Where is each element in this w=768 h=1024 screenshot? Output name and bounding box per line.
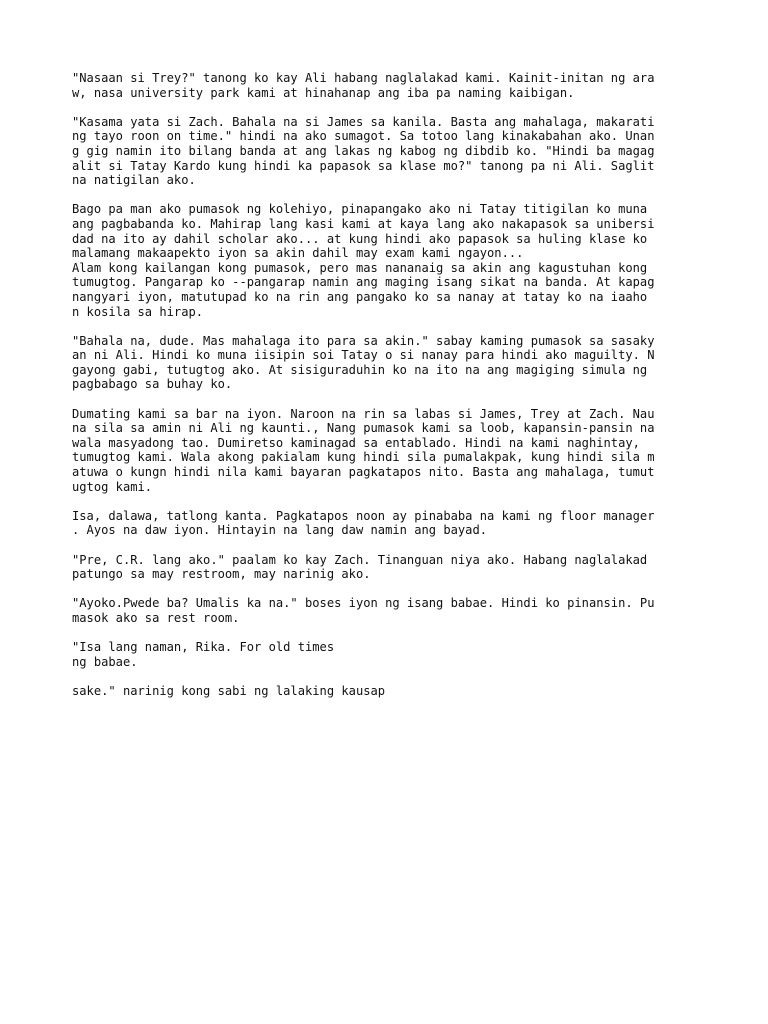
paragraph: Dumating kami sa bar na iyon. Naroon na rin sa labas si James, Trey at Zach. Nau na sila sa amin ni Ali ng kaunti., Nang pumasok kami sa loob, kapansin-pansin na wala masyadong tao. Dumiretso kaminagad sa entablado. Hindi na kami naghintay, tumugtog kami. Wala akong pakialam kung hindi sila pumalakpak, kung hindi sila m atuwa o kungn hindi nila kami bayaran pagkatapos nito. Basta ang mahalaga, tumut ugtog kami. (72, 406, 655, 494)
document-page (72, 71, 712, 713)
paragraph: "Nasaan si Trey?" tanong ko kay Ali habang naglalakad kami. Kainit-initan ng ara w, nasa university park kami at hinahanap ang iba pa naming kaibigan. (72, 71, 655, 100)
paragraph: sake." narinig kong sabi ng lalaking kausap (72, 683, 386, 698)
paragraph: "Pre, C.R. lang ako." paalam ko kay Zach. Tinanguan niya ako. Habang naglalakad patungo sa may restroom, may narinig ako. (72, 552, 648, 582)
paragraph: "Ayoko.Pwede ba? Umalis ka na." boses iyon ng isang babae. Hindi ko pinansin. Pu masok ako sa rest room. (72, 596, 655, 625)
paragraph: Isa, dalawa, tatlong kanta. Pagkatapos noon ay pinababa na kami ng floor manager . Ayos na daw iyon. Hintayin na lang daw namin ang bayad. (72, 508, 655, 538)
paragraph: "Kasama yata si Zach. Bahala na si James sa kanila. Basta ang mahalaga, makarati ng tayo roon on time." hindi na ako sumagot. Sa totoo lang kinakabahan ako. Unan g gig namin ito bilang banda at ang lakas ng kabog ng dibdib ko. "Hindi ba magag alit si Tatay Kardo kung hindi ka papasok sa klase mo?" tanong pa ni Ali. Saglit na natigilan ako. (72, 114, 655, 188)
paragraph: "Isa lang naman, Rika. For old times ng babae. (72, 640, 335, 669)
paragraph: "Bahala na, dude. Mas mahalaga ito para sa akin." sabay kaming pumasok sa sasaky an ni Ali. Hindi ko muna iisipin soi Tatay o si nanay para hindi ako maguilty. N gayong gabi, tutugtog ako. At sisiguraduhin ko na ito na ang magiging simula ng pagbabago sa buhay ko. (72, 333, 655, 392)
paragraph: Bago pa man ako pumasok ng kolehiyo, pinapangako ako ni Tatay titigilan ko muna ang pagbabanda ko. Mahirap lang kasi kami at kaya lang ako nakapasok sa unibersi dad na ito ay dahil scholar ako... at kung hindi ako papasok sa huling klase ko malamang makaapekto iyon sa akin dahil may exam kami ngayon... Alam kong kailangan kong pumasok, pero mas nananaig sa akin ang kagustuhan kong tumugtog. Pangarap ko --pangarap namin ang maging isang sikat na banda. At kapag nangyari iyon, matutupad ko na rin ang pangako ko sa nanay at tatay ko na iaaho n kosila sa hirap. (72, 202, 655, 319)
